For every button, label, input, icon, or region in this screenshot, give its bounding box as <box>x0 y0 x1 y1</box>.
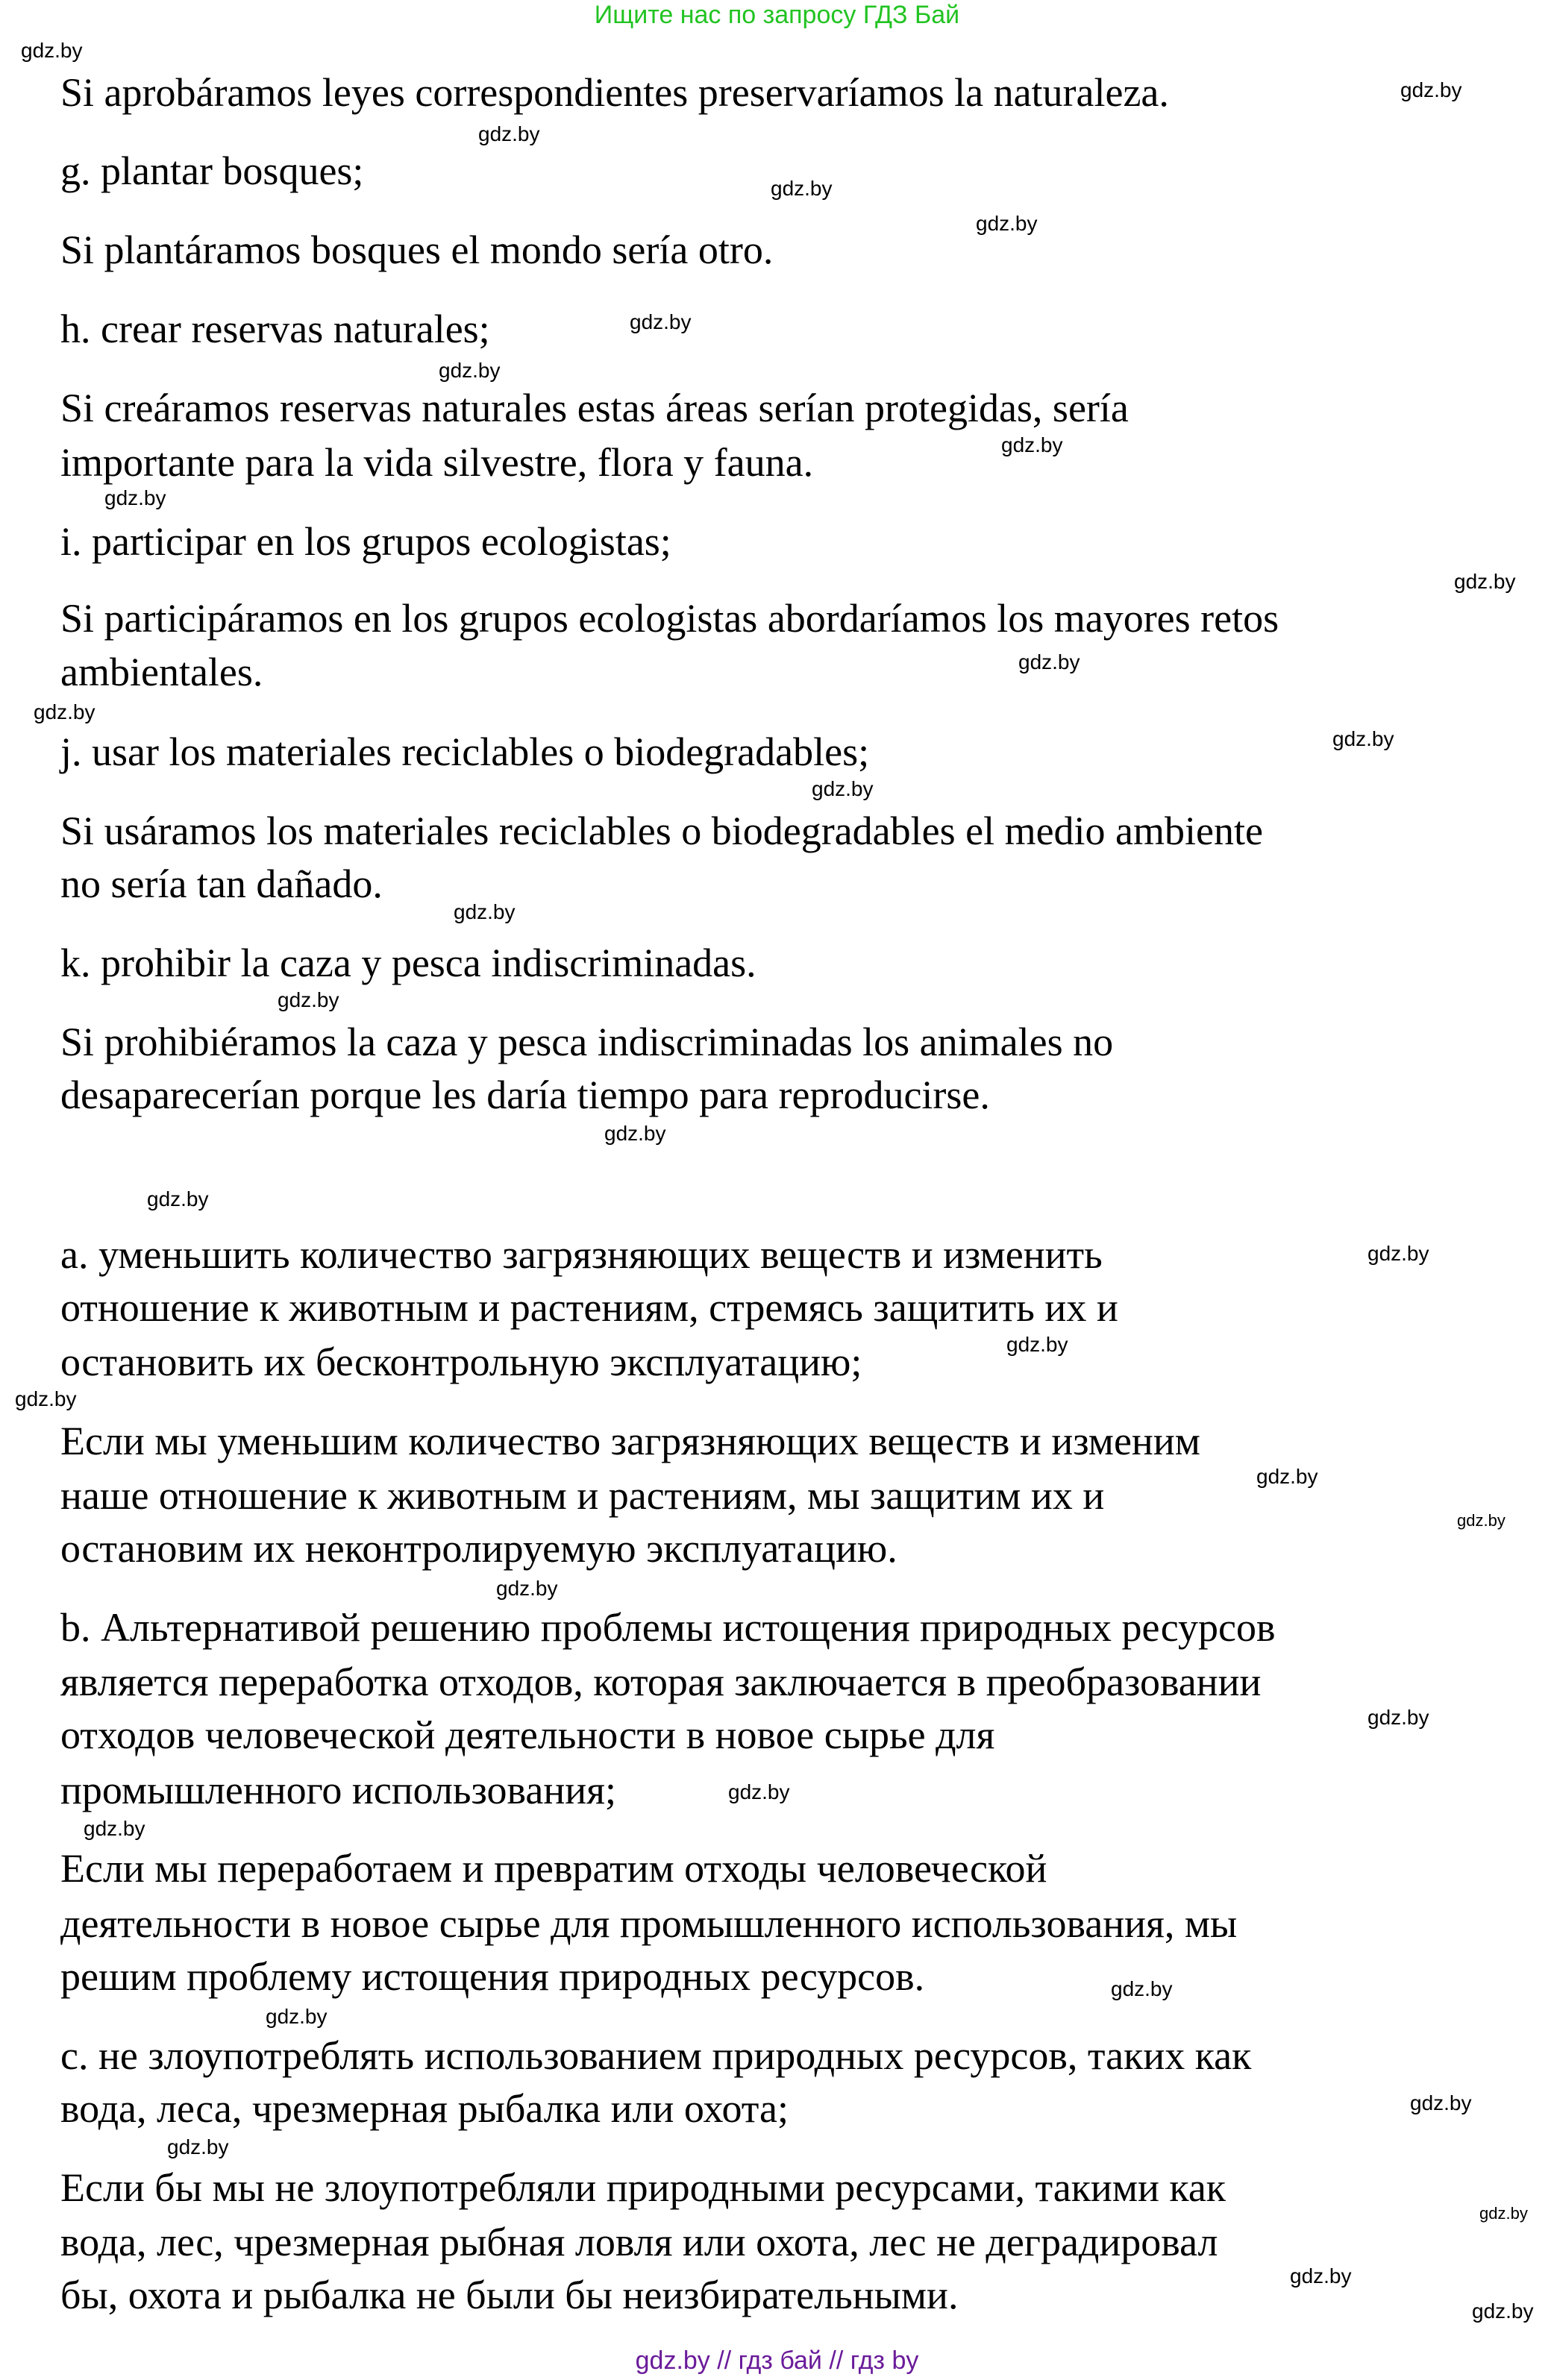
text-line: бы, охота и рыбалка не были бы неизбирательными. <box>60 2273 959 2317</box>
watermark-text: gdz.by <box>167 2135 229 2158</box>
text-line: a. уменьшить количество загрязняющих веществ и изменить <box>60 1232 1103 1277</box>
text-line: деятельности в новое сырье для промышленного использования, мы <box>60 1901 1238 1946</box>
text-line: importante para la vida silvestre, flora y fauna. <box>60 440 814 485</box>
watermark-text: gdz.by <box>1290 2264 1352 2288</box>
watermark-text: gdz.by <box>1367 1706 1429 1729</box>
text-line: b. Альтернативой решению проблемы истощения природных ресурсов <box>60 1605 1276 1650</box>
text-line: вода, леса, чрезмерная рыбалка или охота; <box>60 2086 789 2131</box>
watermark-text: gdz.by <box>1454 570 1516 593</box>
watermark-text: gdz.by <box>278 988 339 1011</box>
text-line: h. crear reservas naturales; <box>60 307 490 351</box>
watermark-text: gdz.by <box>496 1577 558 1600</box>
watermark-text: gdz.by <box>1006 1333 1068 1356</box>
watermark-text: gdz.by <box>147 1187 209 1211</box>
watermark-text: gdz.by <box>1472 2299 1534 2323</box>
watermark-text: gdz.by <box>1479 2204 1528 2223</box>
text-line: Si aprobáramos leyes correspondientes preservaríamos la naturaleza. <box>60 70 1169 115</box>
text-line: k. prohibir la caza y pesca indiscriminadas. <box>60 941 756 985</box>
text-line: наше отношение к животным и растениям, мы защитим их и <box>60 1473 1105 1518</box>
text-line: Если бы мы не злоупотребляли природными ресурсами, такими как <box>60 2165 1226 2210</box>
text-line: отходов человеческой деятельности в новое сырье для <box>60 1712 995 1757</box>
text-line: Если мы уменьшим количество загрязняющих веществ и изменим <box>60 1419 1200 1463</box>
watermark-text: gdz.by <box>630 310 692 333</box>
text-line: no sería tan dañado. <box>60 861 383 906</box>
watermark-text: gdz.by <box>1457 1511 1506 1530</box>
watermark-text: gdz.by <box>728 1780 790 1803</box>
watermark-text: gdz.by <box>1018 650 1080 674</box>
watermark-text: gdz.by <box>478 122 540 145</box>
watermark-text: gdz.by <box>771 177 833 200</box>
text-line: является переработка отходов, которая заключается в преобразовании <box>60 1660 1262 1704</box>
text-line: Si creáramos reservas naturales estas áreas serían protegidas, sería <box>60 386 1129 430</box>
text-line: остановить их бесконтрольную эксплуатацию; <box>60 1340 862 1384</box>
text-line: Si usáramos los materiales reciclables o biodegradables el medio ambiente <box>60 808 1263 853</box>
watermark-text: gdz.by <box>1001 433 1063 456</box>
watermark-text: gdz.by <box>1410 2091 1472 2114</box>
watermark-text: gdz.by <box>976 212 1038 235</box>
text-line: Если мы переработаем и превратим отходы человеческой <box>60 1846 1047 1891</box>
watermark-text: gdz.by <box>104 486 166 509</box>
text-line: j. usar los materiales reciclables o biodegradables; <box>60 729 870 774</box>
watermark-text: gdz.by <box>1400 78 1462 101</box>
watermark-text: gdz.by <box>1332 727 1394 750</box>
watermark-text: gdz.by <box>1367 1242 1429 1265</box>
text-line: ambientales. <box>60 650 263 694</box>
watermark-text: gdz.by <box>439 359 501 382</box>
watermark-text: gdz.by <box>21 39 83 62</box>
text-line: i. participar en los grupos ecologistas; <box>60 519 671 564</box>
watermark-text: gdz.by <box>1256 1465 1318 1488</box>
text-line: вода, лес, чрезмерная рыбная ловля или охота, лес не деградировал <box>60 2220 1218 2264</box>
watermark-text: gdz.by <box>84 1817 145 1840</box>
text-line: остановим их неконтролируемую эксплуатацию. <box>60 1526 897 1571</box>
text-line: промышленного использования; <box>60 1768 616 1812</box>
text-line: Si participáramos en los grupos ecologistas abordaríamos los mayores retos <box>60 596 1279 641</box>
watermark-text: gdz.by <box>15 1387 77 1410</box>
text-line: g. plantar bosques; <box>60 148 364 193</box>
watermark-text: gdz.by <box>266 2005 328 2028</box>
text-line: desaparecerían porque les daría tiempo para reproducirse. <box>60 1073 990 1117</box>
watermark-text: gdz.by <box>34 700 95 723</box>
search-hint-header[interactable]: Ищите нас по запросу ГДЗ Бай <box>594 1 960 29</box>
watermark-text: gdz.by <box>454 900 516 923</box>
text-line: отношение к животным и растениям, стремясь защитить их и <box>60 1285 1118 1330</box>
watermark-text: gdz.by <box>812 777 874 800</box>
watermark-text: gdz.by <box>604 1122 666 1145</box>
text-line: c. не злоупотреблять использованием природных ресурсов, таких как <box>60 2033 1252 2078</box>
text-line: Si plantáramos bosques el mondo sería otro. <box>60 227 774 272</box>
footer-links[interactable]: gdz.by // гдз бай // гдз by <box>635 2346 919 2375</box>
watermark-text: gdz.by <box>1111 1977 1173 2000</box>
text-line: решим проблему истощения природных ресурсов. <box>60 1954 925 1999</box>
text-line: Si prohibiéramos la caza y pesca indiscriminadas los animales no <box>60 1020 1114 1064</box>
